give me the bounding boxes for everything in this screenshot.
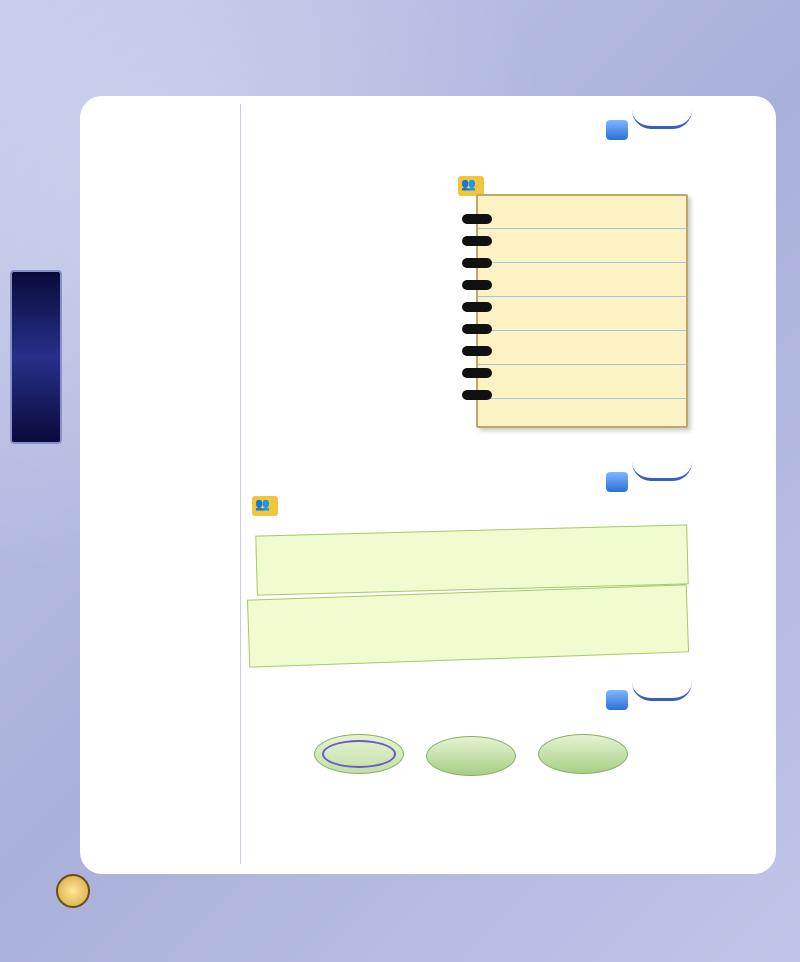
- side-tab: [10, 270, 62, 444]
- emotion-option-joy[interactable]: [426, 736, 516, 776]
- spiral-ring: [462, 390, 492, 400]
- spiral-ring: [462, 236, 492, 246]
- notebook-line: [478, 262, 686, 263]
- spiral-ring: [462, 302, 492, 312]
- letter-notebook: [476, 194, 688, 428]
- selection-circle: [322, 740, 396, 768]
- notebook-line: [478, 296, 686, 297]
- spiral-ring: [462, 258, 492, 268]
- swoosh-icon: [632, 462, 692, 481]
- spiral-ring: [462, 324, 492, 334]
- swoosh-icon: [632, 110, 692, 129]
- notebook-line: [478, 364, 686, 365]
- spiral-ring: [462, 280, 492, 290]
- column-divider: [240, 104, 241, 864]
- coin-icon: [56, 874, 90, 908]
- spiral-ring: [462, 368, 492, 378]
- notebook-line: [478, 228, 686, 229]
- question-number-badge: [606, 120, 628, 140]
- notes-column: [84, 104, 234, 864]
- question-number-badge: [606, 472, 628, 492]
- question-number-badge: [606, 690, 628, 710]
- swoosh-icon: [632, 682, 692, 701]
- notebook-line: [478, 398, 686, 399]
- spiral-ring: [462, 214, 492, 224]
- spiral-ring: [462, 346, 492, 356]
- praise-banner: [255, 524, 688, 595]
- group-work-icon: [458, 176, 484, 196]
- emotion-option-anger[interactable]: [538, 734, 628, 774]
- notebook-line: [478, 330, 686, 331]
- group-work-icon: [252, 496, 278, 516]
